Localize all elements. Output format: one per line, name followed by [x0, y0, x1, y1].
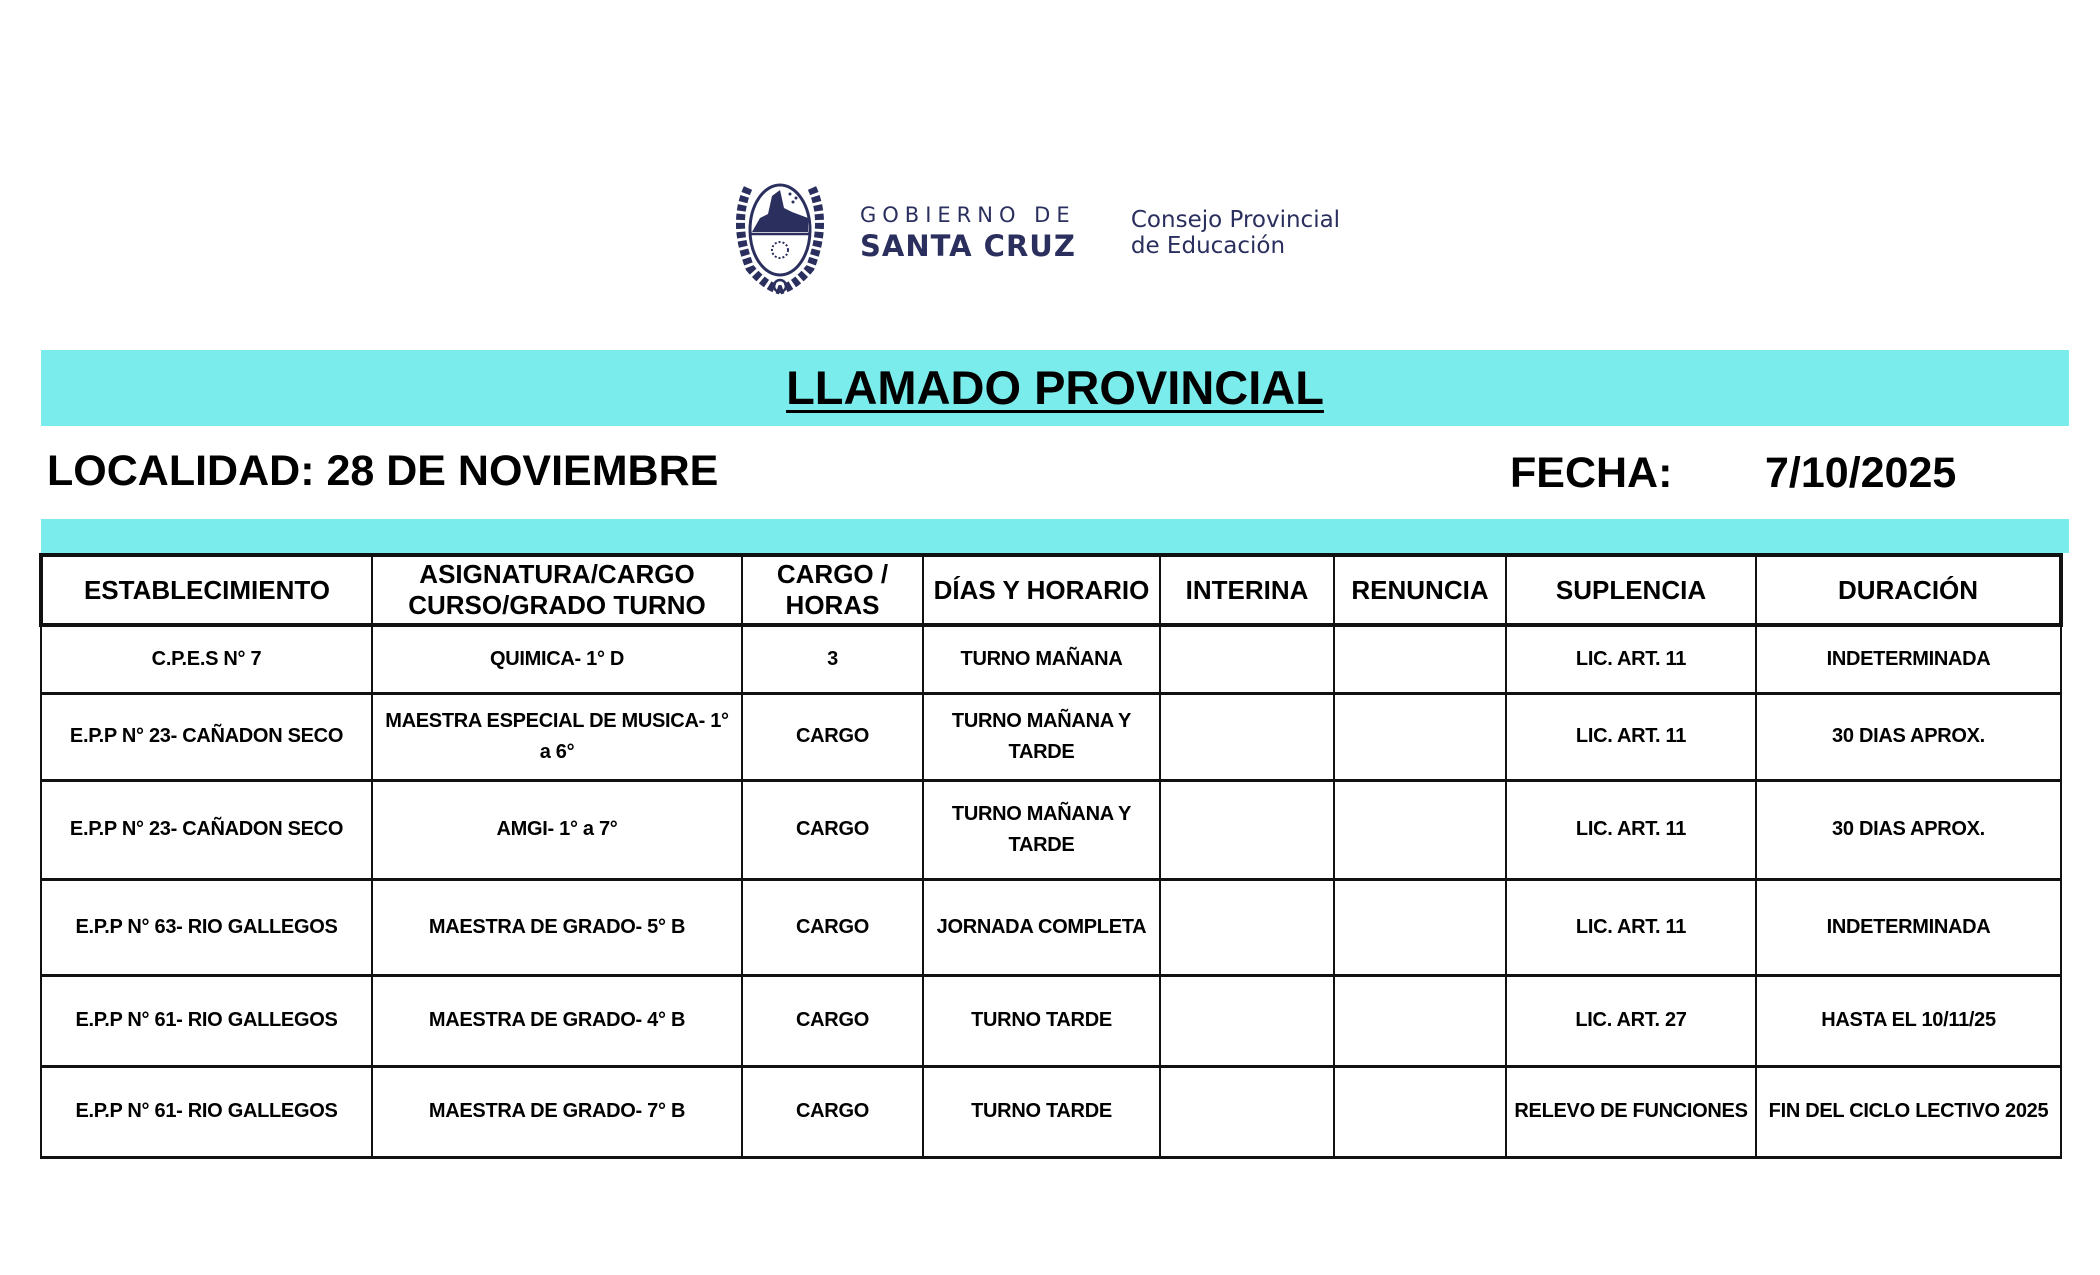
- cell-interina: [1160, 879, 1334, 975]
- table-row: [41, 1066, 2061, 1157]
- cell-establecimiento: C.P.E.S N° 7: [41, 625, 372, 693]
- cell-establecimiento: E.P.P N° 23- CAÑADON SECO: [41, 780, 372, 879]
- cell-establecimiento: E.P.P N° 61- RIO GALLEGOS: [41, 1066, 372, 1157]
- cell-dias-horario: TURNO TARDE: [923, 975, 1160, 1066]
- cell-dias-horario: JORNADA COMPLETA: [923, 879, 1160, 975]
- cell-asignatura: MAESTRA DE GRADO- 7° B: [372, 1066, 742, 1157]
- separator-band: [41, 519, 2069, 553]
- cell-asignatura: MAESTRA DE GRADO- 4° B: [372, 975, 742, 1066]
- cell-interina: [1160, 1066, 1334, 1157]
- vacancies-table: [39, 553, 2063, 1159]
- column-header-cargo-horas: CARGO / HORAS: [742, 555, 923, 625]
- cell-suplencia: LIC. ART. 11: [1506, 693, 1756, 780]
- cell-asignatura: MAESTRA DE GRADO- 5° B: [372, 879, 742, 975]
- cell-duracion: HASTA EL 10/11/25: [1756, 975, 2061, 1066]
- table-row: [41, 693, 2061, 780]
- locality-label: LOCALIDAD: 28 DE NOVIEMBRE: [47, 447, 719, 495]
- column-header-asignatura: ASIGNATURA/CARGO CURSO/GRADO TURNO: [372, 555, 742, 625]
- column-header-establecimiento: ESTABLECIMIENTO: [41, 555, 372, 625]
- column-header-suplencia: SUPLENCIA: [1506, 555, 1756, 625]
- government-wordmark: [860, 203, 1076, 263]
- cell-suplencia: LIC. ART. 11: [1506, 879, 1756, 975]
- cell-cargo-horas: CARGO: [742, 693, 923, 780]
- cell-cargo-horas: CARGO: [742, 879, 923, 975]
- gov-line-2: SANTA CRUZ: [860, 228, 1076, 263]
- cell-renuncia: [1334, 625, 1506, 693]
- cell-interina: [1160, 625, 1334, 693]
- council-line-2: de Educación: [1130, 232, 1286, 259]
- cell-duracion: FIN DEL CICLO LECTIVO 2025: [1756, 1066, 2061, 1157]
- cell-asignatura: AMGI- 1° a 7°: [372, 780, 742, 879]
- column-header-interina: INTERINA: [1160, 555, 1334, 625]
- cell-interina: [1160, 975, 1334, 1066]
- cell-interina: [1160, 693, 1334, 780]
- cell-establecimiento: E.P.P N° 63- RIO GALLEGOS: [41, 879, 372, 975]
- cell-suplencia: LIC. ART. 11: [1506, 625, 1756, 693]
- table-row: [41, 975, 2061, 1066]
- cell-duracion: INDETERMINADA: [1756, 625, 2061, 693]
- cell-duracion: 30 DIAS APROX.: [1756, 693, 2061, 780]
- council-wordmark: [1131, 207, 1340, 259]
- cell-renuncia: [1334, 693, 1506, 780]
- cell-cargo-horas: CARGO: [742, 780, 923, 879]
- date-label: FECHA:: [1510, 449, 1673, 497]
- cell-dias-horario: TURNO MAÑANA Y TARDE: [923, 780, 1160, 879]
- cell-suplencia: LIC. ART. 11: [1506, 780, 1756, 879]
- cell-suplencia: LIC. ART. 27: [1506, 975, 1756, 1066]
- santa-cruz-coat-of-arms-icon: [730, 168, 830, 298]
- cell-renuncia: [1334, 1066, 1506, 1157]
- cell-suplencia: RELEVO DE FUNCIONES: [1506, 1066, 1756, 1157]
- cell-duracion: INDETERMINADA: [1756, 879, 2061, 975]
- table-row: [41, 879, 2061, 975]
- page-title: LLAMADO PROVINCIAL: [786, 361, 1324, 414]
- cell-asignatura: QUIMICA- 1° D: [372, 625, 742, 693]
- cell-cargo-horas: CARGO: [742, 1066, 923, 1157]
- cell-cargo-horas: 3: [742, 625, 923, 693]
- cell-establecimiento: E.P.P N° 61- RIO GALLEGOS: [41, 975, 372, 1066]
- table-row: [41, 780, 2061, 879]
- gov-line-1: GOBIERNO DE: [860, 202, 1076, 227]
- cell-renuncia: [1334, 975, 1506, 1066]
- cell-dias-horario: TURNO MAÑANA Y TARDE: [923, 693, 1160, 780]
- cell-dias-horario: TURNO MAÑANA: [923, 625, 1160, 693]
- cell-duracion: 30 DIAS APROX.: [1756, 780, 2061, 879]
- cell-interina: [1160, 780, 1334, 879]
- cell-dias-horario: TURNO TARDE: [923, 1066, 1160, 1157]
- cell-renuncia: [1334, 879, 1506, 975]
- cell-renuncia: [1334, 780, 1506, 879]
- cell-cargo-horas: CARGO: [742, 975, 923, 1066]
- header-logo: [730, 165, 1340, 300]
- table-row: [41, 625, 2061, 693]
- column-header-dias-horario: DÍAS Y HORARIO: [923, 555, 1160, 625]
- column-header-renuncia: RENUNCIA: [1334, 555, 1506, 625]
- table-header-row: [41, 555, 2061, 625]
- date-value: 7/10/2025: [1765, 449, 1957, 497]
- column-header-duracion: DURACIÓN: [1756, 555, 2061, 625]
- cell-establecimiento: E.P.P N° 23- CAÑADON SECO: [41, 693, 372, 780]
- council-line-1: Consejo Provincial: [1130, 206, 1341, 233]
- cell-asignatura: MAESTRA ESPECIAL DE MUSICA- 1° a 6°: [372, 693, 742, 780]
